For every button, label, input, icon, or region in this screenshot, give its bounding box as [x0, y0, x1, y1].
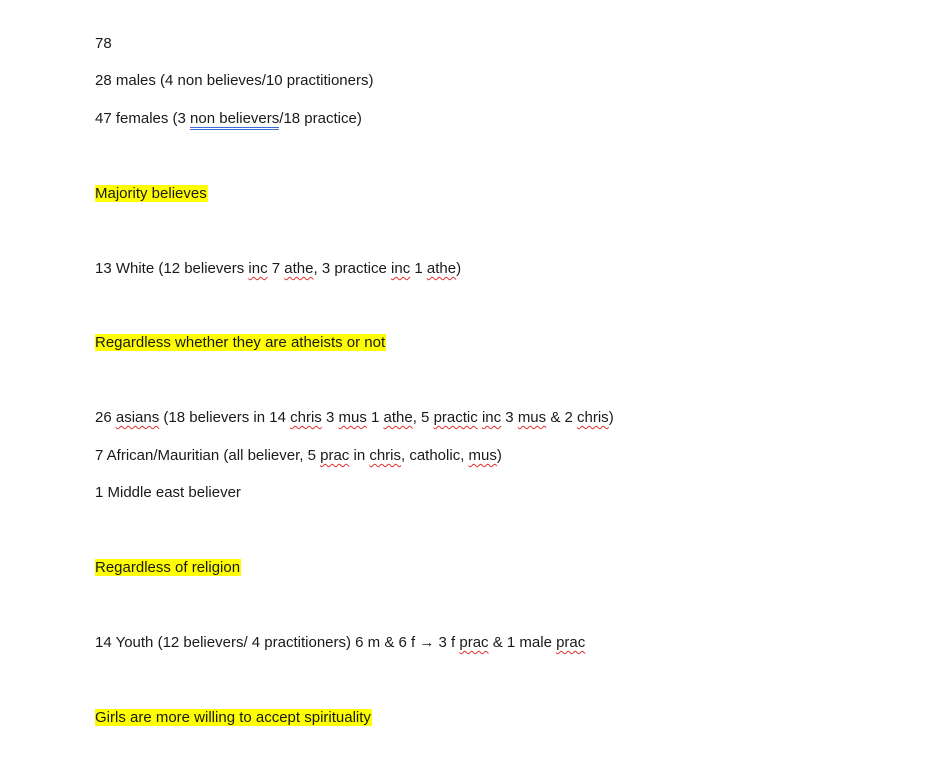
spelling-flag[interactable]: inc — [391, 260, 411, 277]
text-line-asians: 26 asians (18 believers in 14 chris 3 mus 1 athe, 5 practic inc 3 mus & 2 chris) — [95, 409, 614, 426]
spelling-flag[interactable]: prac — [556, 634, 586, 651]
highlight-regardless-religion: Regardless of religion — [95, 559, 241, 576]
spelling-flag[interactable]: mus — [517, 409, 547, 426]
spelling-flag[interactable]: athe — [383, 409, 413, 426]
text-line-females: 47 females (3 non believers/18 practice) — [95, 109, 362, 129]
highlight-regardless-atheists: Regardless whether they are atheists or not — [95, 334, 386, 351]
arrow-right-icon: → — [419, 634, 435, 651]
text-line-total: 78 — [95, 35, 112, 52]
highlight-girls-spirituality: Girls are more willing to accept spirituality — [95, 709, 371, 726]
text-line-youth: 14 Youth (12 believers/ 4 practitioners) 6 m & 6 f → 3 f prac & 1 male prac — [95, 634, 586, 651]
spelling-flag[interactable]: prac — [320, 447, 350, 464]
spelling-flag[interactable]: chris — [290, 409, 322, 426]
spelling-flag[interactable]: prac — [459, 634, 489, 651]
spelling-flag[interactable]: mus — [338, 409, 367, 426]
spelling-flag[interactable]: asians — [115, 409, 160, 426]
spelling-flag[interactable]: athe — [284, 260, 314, 277]
text-line-african: 7 African/Mauritian (all believer, 5 prac in chris, catholic, mus) — [95, 447, 502, 464]
spelling-flag[interactable]: mus — [468, 447, 497, 464]
spelling-flag[interactable]: inc — [248, 260, 268, 277]
spelling-flag[interactable]: athe — [426, 260, 457, 277]
text-line-white: 13 White (12 believers inc 7 athe, 3 practice inc 1 athe) — [95, 260, 462, 277]
spelling-flag[interactable]: chris — [369, 447, 401, 464]
spelling-flag[interactable]: chris — [577, 409, 609, 426]
text-line-males: 28 males (4 non believes/10 practitioners) — [95, 72, 374, 89]
highlight-majority-believes: Majority believes — [95, 185, 207, 202]
grammar-flag[interactable]: non believers — [190, 111, 279, 130]
text-line-middle-east: 1 Middle east believer — [95, 484, 241, 501]
spelling-flag[interactable]: practic — [433, 409, 478, 426]
spelling-flag[interactable]: inc — [481, 409, 502, 426]
